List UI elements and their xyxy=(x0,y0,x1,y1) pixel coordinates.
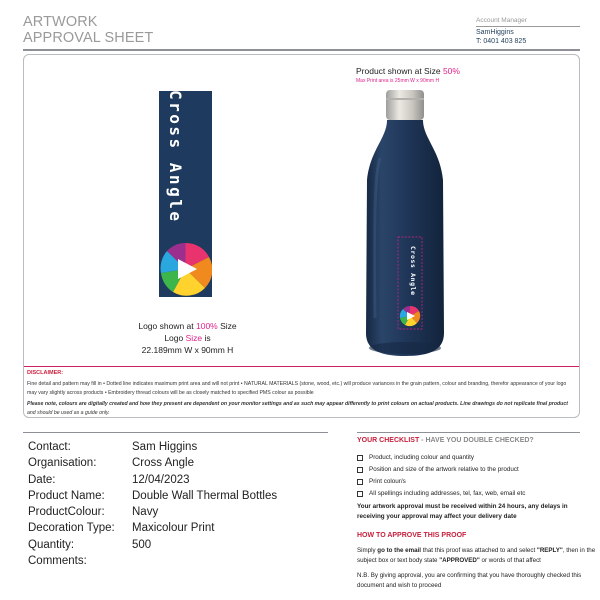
logo-brand-text: Cross Angle xyxy=(166,90,185,224)
detail-row-product-name: Product Name: Double Wall Thermal Bottles xyxy=(28,489,278,502)
checklist-item[interactable]: Print colour/s xyxy=(357,476,525,488)
max-print-area: Max Print area is 25mm W x 90mm H xyxy=(356,78,440,84)
header-divider xyxy=(23,49,580,51)
account-manager-name: SamHiggins xyxy=(476,29,514,36)
approval-note: N.B. By giving approval, you are confirming that you have thoroughly checked this document and wish to proceed xyxy=(357,572,582,589)
checklist xyxy=(357,452,525,500)
checkbox[interactable] xyxy=(357,479,363,485)
logo-dimensions: 22.189mm W x 90mm H xyxy=(141,345,234,355)
detail-row-quantity: Quantity: 500 xyxy=(28,538,152,551)
checklist-item[interactable]: Position and size of the artwork relative to the product xyxy=(357,464,525,476)
account-manager-divider xyxy=(476,26,580,27)
account-manager-phone: T: 0401 403 825 xyxy=(476,38,527,45)
checklist-divider xyxy=(357,432,580,433)
detail-row-comments: Comments: xyxy=(28,555,87,568)
checklist-item[interactable]: Product, including colour and quantity xyxy=(357,452,525,464)
detail-row-decoration-type: Decoration Type: Maxicolour Print xyxy=(28,522,215,535)
checklist-item[interactable]: All spellings including addresses, tel, fax, web, email etc xyxy=(357,488,525,500)
sheet-title-line1: ARTWORK xyxy=(23,14,98,30)
disclaimer-text: Fine detail and pattern may fill in • Dotted line indicates maximum print area and will not print • NATURAL MATERIALS (stone, wood, etc.) will produce variances in the grain pattern, colour and branding, therefor appearance of your logo may vary slightly across products • Embroidery thread colours will be as closely matched to specified PMS colour as possible xyxy=(27,381,567,396)
account-manager-label: Account Manager xyxy=(476,17,527,24)
bottle-illustration xyxy=(360,88,450,360)
product-shown-at: Product shown at Size 50% xyxy=(356,66,460,76)
checkbox[interactable] xyxy=(357,455,363,461)
details-divider xyxy=(23,432,328,433)
how-to-approve-title: HOW TO APPROVE THIS PROOF xyxy=(357,532,467,539)
disclaimer-divider xyxy=(24,366,579,367)
proof-frame xyxy=(23,54,580,418)
logo-size-line: Logo Size is xyxy=(164,333,211,343)
sheet-title xyxy=(23,14,153,46)
detail-row-contact: Contact: Sam Higgins xyxy=(28,441,198,453)
logo-shown-line: Logo shown at 100% Size xyxy=(138,321,237,331)
detail-row-product-colour: ProductColour: Navy xyxy=(28,506,159,519)
checkbox[interactable] xyxy=(357,467,363,473)
logo-caption xyxy=(100,320,275,356)
how-to-approve-text: Simply go to the email that this proof was attached to and select "REPLY", then in the subject box or text body state "APPROVED" or words of that affect xyxy=(357,547,596,564)
disclaimer-note: Please note, colours are digitally created and how they present are dependent on your monitor settings and as such may appear differently to print colours on actual products. Line drawings do not replicate final product and should be used as a guide only. xyxy=(27,401,568,416)
checklist-title: YOUR CHECKLIST - HAVE YOU DOUBLE CHECKED? xyxy=(357,437,534,444)
approval-deadline-warning: Your artwork approval must be received within 24 hours, any delays in receiving your approval may affect your delivery date xyxy=(357,503,568,520)
disclaimer-title: DISCLAIMER: xyxy=(27,370,64,376)
svg-text:Cross Angle: Cross Angle xyxy=(409,246,417,296)
brand-logo-icon xyxy=(159,240,212,298)
detail-row-organisation: Organisation: Cross Angle xyxy=(28,457,195,470)
order-details xyxy=(28,439,277,569)
sheet-title-line2: APPROVAL SHEET xyxy=(23,30,154,46)
checkbox[interactable] xyxy=(357,491,363,497)
detail-row-date: Date: 12/04/2023 xyxy=(28,473,190,486)
